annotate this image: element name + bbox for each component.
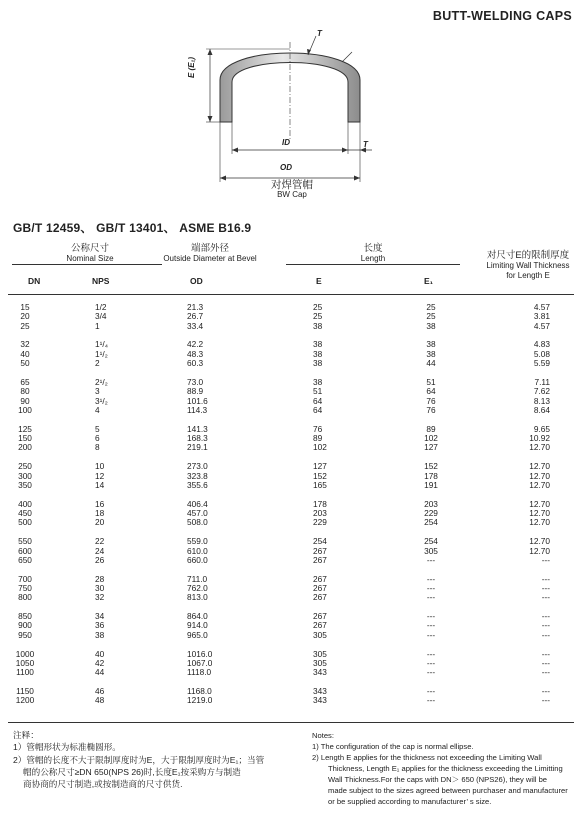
cell-nps: 34 <box>95 611 105 622</box>
cell-dn: 800 <box>18 592 32 603</box>
cell-e: 343 <box>313 695 327 706</box>
cell-od: 48.3 <box>187 348 204 359</box>
figure-caption-cn: 对焊管帽 <box>271 179 313 191</box>
cell-e1: --- <box>426 667 436 678</box>
cell-nps: 14 <box>95 479 105 490</box>
cell-dn: 20 <box>20 311 30 322</box>
header-limiting-thickness <box>473 250 583 281</box>
cell-e1: 229 <box>424 508 438 519</box>
cell-nps: 1 <box>95 320 100 331</box>
cell-e1: 25 <box>426 311 436 322</box>
cell-e: 89 <box>313 433 323 444</box>
cell-dn: 750 <box>18 582 32 593</box>
cell-nps: 24 <box>95 545 105 556</box>
header-length <box>303 243 443 264</box>
cell-dn: 950 <box>18 629 32 640</box>
cell-e: 38 <box>313 339 323 350</box>
cell-e: 229 <box>313 517 327 528</box>
cell-nps: 3 <box>95 386 100 397</box>
cell-limiting-thickness: 9.65 <box>533 423 550 434</box>
notes-cn-1: 1）管帽形状为标准椭圆形。 <box>13 742 121 753</box>
cell-nps: 18 <box>95 508 105 519</box>
cell-od: 1219.0 <box>187 695 213 706</box>
notes-chinese <box>13 729 298 790</box>
cell-limiting-thickness: 12.70 <box>529 517 550 528</box>
notes-en-2e: or be supplied according to manufacturer’ s size. <box>328 797 492 806</box>
table-row <box>0 556 584 565</box>
cell-e1: 51 <box>426 376 436 387</box>
cell-e: 127 <box>313 461 327 472</box>
cell-e: 267 <box>313 592 327 603</box>
cell-e: 267 <box>313 573 327 584</box>
table-row <box>0 387 584 396</box>
header-thk-cn: 对尺寸E的限制厚度 <box>486 250 570 261</box>
cell-limiting-thickness: --- <box>541 573 550 584</box>
cell-nps: 3/4 <box>95 311 107 322</box>
table-row <box>0 518 584 527</box>
table-row <box>0 434 584 443</box>
cell-nps: 32 <box>95 592 105 603</box>
table-row <box>0 650 584 659</box>
cell-limiting-thickness: 4.57 <box>533 320 550 331</box>
cell-e1: --- <box>426 629 436 640</box>
cell-e: 267 <box>313 545 327 556</box>
table-row <box>0 687 584 696</box>
cell-nps: 30 <box>95 582 105 593</box>
notes-en-heading: Notes: <box>312 731 334 740</box>
cell-dn: 300 <box>18 470 32 481</box>
cell-limiting-thickness: 7.11 <box>534 376 550 387</box>
notes-cn-2c: 商协商的尺寸制造,或按制造商的尺寸供货. <box>23 779 183 790</box>
cell-e1: 254 <box>424 517 438 528</box>
cell-od: 33.4 <box>187 320 204 331</box>
cell-od: 1168.0 <box>187 686 212 697</box>
cell-od: 813.0 <box>187 592 208 603</box>
cell-limiting-thickness: 12.70 <box>529 479 550 490</box>
cell-nps: 1/2 <box>95 302 107 312</box>
cell-dn: 1100 <box>16 667 34 678</box>
cell-nps: 26 <box>95 554 105 565</box>
cell-dn: 650 <box>18 554 32 565</box>
cell-e1: 89 <box>426 423 436 434</box>
notes-en-2b: Thickness, Length E₁ applies for the thickness exceeding the Limitting <box>328 764 563 773</box>
table-row <box>0 575 584 584</box>
table-bottom-rule <box>8 722 574 723</box>
table-row-group <box>0 650 584 678</box>
table-row <box>0 312 584 321</box>
cell-e: 64 <box>313 404 323 415</box>
table-row-group <box>0 612 584 640</box>
header-nominal-size <box>20 243 160 264</box>
cell-e1: --- <box>426 573 436 584</box>
label-od: OD <box>280 163 292 172</box>
cell-e: 305 <box>313 657 327 668</box>
header-nominal-cn: 公称尺寸 <box>70 243 109 254</box>
cell-limiting-thickness: 12.70 <box>529 508 550 519</box>
cell-dn: 550 <box>18 536 32 547</box>
cell-dn: 250 <box>18 461 32 472</box>
table-row <box>0 406 584 415</box>
cell-nps: 2¹/₂ <box>95 376 108 387</box>
cell-limiting-thickness: 4.83 <box>533 339 550 350</box>
standards-line: GB/T 12459、 GB/T 13401、 ASME B16.9 <box>13 221 252 235</box>
cell-limiting-thickness: 8.64 <box>533 404 550 415</box>
cell-nps: 20 <box>95 517 105 528</box>
cell-dn: 40 <box>20 348 30 359</box>
col-od: OD <box>190 276 203 286</box>
cell-e1: 191 <box>424 479 438 490</box>
cell-od: 60.3 <box>187 358 204 369</box>
cell-limiting-thickness: 12.70 <box>529 536 550 547</box>
cell-dn: 15 <box>20 302 30 312</box>
cell-e1: 127 <box>424 442 438 453</box>
cell-dn: 1050 <box>15 657 35 668</box>
cell-limiting-thickness: --- <box>541 611 550 622</box>
cell-limiting-thickness: 5.59 <box>533 358 550 369</box>
cell-limiting-thickness: 12.70 <box>529 442 550 453</box>
cell-dn: 900 <box>18 620 32 631</box>
cell-od: 273.0 <box>187 461 208 472</box>
table-row <box>0 481 584 490</box>
cell-e: 38 <box>313 348 323 359</box>
table-row <box>0 509 584 518</box>
cell-od: 323.8 <box>187 470 208 481</box>
cell-e1: 152 <box>424 461 438 472</box>
cell-od: 864.0 <box>187 611 208 622</box>
cell-od: 73.0 <box>187 376 204 387</box>
cell-e: 267 <box>313 554 327 565</box>
cell-nps: 46 <box>95 686 105 697</box>
t-arc-leader <box>342 52 352 62</box>
cell-e1: 178 <box>424 470 438 481</box>
table-row-group <box>0 303 584 331</box>
cell-dn: 350 <box>18 479 32 490</box>
notes-english <box>312 730 574 807</box>
cell-nps: 5 <box>95 423 100 434</box>
cell-nps: 1¹/₄ <box>95 339 109 350</box>
cell-od: 508.0 <box>187 517 208 528</box>
cell-e1: 76 <box>426 395 436 406</box>
table-row <box>0 584 584 593</box>
cell-e: 203 <box>313 508 327 519</box>
cell-od: 711.0 <box>187 573 208 584</box>
table-row <box>0 621 584 630</box>
cell-e: 152 <box>313 470 327 481</box>
cell-od: 406.4 <box>187 498 208 509</box>
cell-e1: 64 <box>426 386 436 397</box>
table-row <box>0 500 584 509</box>
cell-od: 168.3 <box>187 433 208 444</box>
cell-od: 101.6 <box>187 395 208 406</box>
cell-e: 343 <box>313 667 327 678</box>
notes-en-2c: Wall Thickness.For the caps with DN＞ 650 (NPS26), they will be <box>328 775 548 784</box>
cell-limiting-thickness: --- <box>541 695 550 706</box>
cell-e1: --- <box>426 686 436 697</box>
table-row-group <box>0 687 584 706</box>
cell-od: 559.0 <box>187 536 208 547</box>
cell-od: 1067.0 <box>187 657 213 668</box>
cell-limiting-thickness: 5.08 <box>533 348 550 359</box>
cell-limiting-thickness: --- <box>541 648 550 659</box>
cell-dn: 500 <box>18 517 32 528</box>
header-od-cn: 端部外径 <box>190 243 229 254</box>
notes-cn-2a: 2）管帽的长度不大于限制厚度时为E，大于限制厚度时为E₁；当管 <box>13 754 265 765</box>
cell-od: 610.0 <box>187 545 208 556</box>
notes-en-1: 1) The configuration of the cap is normal ellipse. <box>312 742 474 751</box>
cell-limiting-thickness: --- <box>541 582 550 593</box>
cell-limiting-thickness: 4.57 <box>533 302 550 312</box>
cell-e: 64 <box>313 395 323 406</box>
notes-en-2d: made subject to the sizes agreed between purchaser and manufacturer <box>328 786 568 795</box>
cell-od: 88.9 <box>187 386 204 397</box>
table-row-group <box>0 340 584 368</box>
cell-e1: --- <box>426 695 436 706</box>
table-row-group <box>0 500 584 528</box>
header-length-en: Length <box>360 254 386 264</box>
cell-dn: 200 <box>18 442 32 453</box>
cell-od: 914.0 <box>187 620 208 631</box>
cell-nps: 40 <box>95 648 105 659</box>
col-dn: DN <box>28 276 41 286</box>
label-t-top: T <box>317 29 322 38</box>
col-e1: E₁ <box>424 276 434 286</box>
cell-dn: 1150 <box>16 686 34 697</box>
cell-e: 38 <box>313 358 323 369</box>
table-body <box>0 303 584 715</box>
cell-nps: 36 <box>95 620 105 631</box>
cell-e1: 203 <box>424 498 438 509</box>
cell-od: 1118.0 <box>187 667 212 678</box>
page-title: BUTT-WELDING CAPS <box>432 9 572 23</box>
table-row <box>0 696 584 705</box>
cell-nps: 6 <box>95 433 100 444</box>
figure-caption-en: BW Cap <box>277 190 307 199</box>
cell-dn: 700 <box>18 573 32 584</box>
cell-limiting-thickness: 8.13 <box>533 395 550 406</box>
cell-e1: 76 <box>426 404 436 415</box>
cell-nps: 2 <box>95 358 100 369</box>
cell-e: 254 <box>313 536 327 547</box>
table-row-group <box>0 425 584 453</box>
cell-e1: 305 <box>424 545 438 556</box>
cell-limiting-thickness: 12.70 <box>529 498 550 509</box>
cell-nps: 22 <box>95 536 105 547</box>
cell-dn: 25 <box>20 320 30 331</box>
cell-limiting-thickness: --- <box>541 629 550 640</box>
cell-dn: 90 <box>20 395 30 406</box>
table-row <box>0 303 584 312</box>
cell-dn: 400 <box>18 498 32 509</box>
cell-e1: --- <box>426 582 436 593</box>
cell-limiting-thickness: 12.70 <box>529 545 550 556</box>
cell-od: 114.3 <box>187 404 208 415</box>
table-row <box>0 425 584 434</box>
cell-e1: --- <box>426 554 436 565</box>
header-od-en: Outside Diameter at Bevel <box>163 254 257 264</box>
cell-dn: 150 <box>18 433 32 444</box>
cell-od: 21.3 <box>187 302 204 312</box>
cell-nps: 44 <box>95 667 105 678</box>
cell-od: 762.0 <box>187 582 208 593</box>
cell-nps: 48 <box>95 695 105 706</box>
cell-e: 165 <box>313 479 327 490</box>
cell-dn: 50 <box>20 358 30 369</box>
length-rule <box>286 264 460 265</box>
cell-od: 219.1 <box>187 442 208 453</box>
cell-e: 267 <box>313 620 327 631</box>
cell-od: 457.0 <box>187 508 208 519</box>
header-nominal-en: Nominal Size <box>66 254 114 264</box>
cell-nps: 4 <box>95 404 100 415</box>
table-row <box>0 340 584 349</box>
table-row <box>0 547 584 556</box>
cell-e: 76 <box>313 423 323 434</box>
table-row <box>0 359 584 368</box>
cell-e: 102 <box>313 442 327 453</box>
cell-od: 26.7 <box>187 311 204 322</box>
table-row <box>0 472 584 481</box>
col-nps: NPS <box>92 276 110 286</box>
cell-dn: 850 <box>18 611 32 622</box>
cell-e: 267 <box>313 611 327 622</box>
table-row <box>0 659 584 668</box>
cell-dn: 65 <box>20 376 30 387</box>
table-row <box>0 397 584 406</box>
cell-nps: 10 <box>95 461 105 472</box>
header-thk-en2: for Length E <box>506 270 550 280</box>
cell-limiting-thickness: 7.62 <box>533 386 550 397</box>
cell-e: 305 <box>313 648 327 659</box>
cell-e1: 44 <box>426 358 436 369</box>
cell-od: 355.6 <box>187 479 208 490</box>
cell-limiting-thickness: --- <box>541 686 550 697</box>
cell-nps: 1¹/₂ <box>95 348 108 359</box>
cell-limiting-thickness: --- <box>541 667 550 678</box>
table-row <box>0 593 584 602</box>
cell-e1: 38 <box>426 320 436 331</box>
label-id: ID <box>282 138 290 147</box>
table-row-group <box>0 462 584 490</box>
cell-e1: 102 <box>424 433 438 444</box>
table-row <box>0 322 584 331</box>
cell-e1: --- <box>426 592 436 603</box>
header-length-cn: 长度 <box>363 243 383 254</box>
cell-limiting-thickness: --- <box>541 592 550 603</box>
cell-e1: --- <box>426 657 436 668</box>
table-row-group <box>0 575 584 603</box>
cell-limiting-thickness: --- <box>541 657 550 668</box>
cell-nps: 3¹/₂ <box>95 395 108 406</box>
nominal-size-rule <box>12 264 162 265</box>
table-row-group <box>0 537 584 565</box>
table-row <box>0 350 584 359</box>
cell-e: 178 <box>313 498 327 509</box>
cell-e1: --- <box>426 611 436 622</box>
cell-nps: 28 <box>95 573 105 584</box>
cell-e1: 38 <box>426 339 436 350</box>
cell-nps: 16 <box>95 498 105 509</box>
col-e: E <box>316 276 322 286</box>
cell-dn: 32 <box>20 339 30 350</box>
cell-nps: 12 <box>95 470 105 481</box>
header-outside-diameter <box>140 243 280 264</box>
cell-dn: 100 <box>18 404 32 415</box>
cell-nps: 42 <box>95 657 105 668</box>
label-t-side: T <box>363 140 368 149</box>
cell-limiting-thickness: 3.81 <box>533 311 550 322</box>
cell-dn: 1200 <box>15 695 35 706</box>
cell-e1: 254 <box>424 536 438 547</box>
cell-od: 141.3 <box>187 423 208 434</box>
cell-od: 660.0 <box>187 554 208 565</box>
table-row <box>0 612 584 621</box>
cell-e: 38 <box>313 376 323 387</box>
notes-cn-heading: 注释： <box>13 730 39 740</box>
cell-e1: --- <box>426 648 436 659</box>
cell-e: 343 <box>313 686 327 697</box>
cell-od: 965.0 <box>187 629 208 640</box>
header-thk-en1: Limiting Wall Thickness <box>486 261 570 271</box>
cell-od: 1016.0 <box>187 648 213 659</box>
table-row <box>0 462 584 471</box>
cell-nps: 38 <box>95 629 105 640</box>
cell-limiting-thickness: 12.70 <box>529 470 550 481</box>
cell-e: 305 <box>313 629 327 640</box>
cell-limiting-thickness: 10.92 <box>529 433 550 444</box>
cell-e: 51 <box>313 386 323 397</box>
cell-dn: 125 <box>18 423 32 434</box>
table-header-rule <box>8 294 574 295</box>
table-row <box>0 378 584 387</box>
notes-cn-2b: 帽的公称尺寸≥DN 650(NPS 26)时,长度E₁按采购方与制造 <box>23 766 241 777</box>
cell-dn: 1000 <box>15 648 35 659</box>
table-row <box>0 537 584 546</box>
cell-limiting-thickness: --- <box>541 620 550 631</box>
cell-limiting-thickness: 12.70 <box>529 461 550 472</box>
cell-e: 25 <box>313 302 323 312</box>
cell-nps: 8 <box>95 442 100 453</box>
cell-dn: 450 <box>18 508 32 519</box>
cell-e1: 38 <box>426 348 436 359</box>
cell-e: 267 <box>313 582 327 593</box>
cell-limiting-thickness: --- <box>541 554 550 565</box>
cell-e1: 25 <box>426 302 436 312</box>
cell-e: 38 <box>313 320 323 331</box>
cell-od: 42.2 <box>187 339 204 350</box>
table-row-group <box>0 378 584 415</box>
notes-en-2a: 2) Length E applies for the thickness not exceeding the Limiting Wall <box>312 753 542 762</box>
table-row <box>0 631 584 640</box>
cell-dn: 80 <box>20 386 30 397</box>
label-e: E (E₁) <box>187 56 196 78</box>
cell-dn: 600 <box>18 545 32 556</box>
table-row <box>0 443 584 452</box>
table-row <box>0 668 584 677</box>
cell-e: 25 <box>313 311 323 322</box>
cell-e1: --- <box>426 620 436 631</box>
